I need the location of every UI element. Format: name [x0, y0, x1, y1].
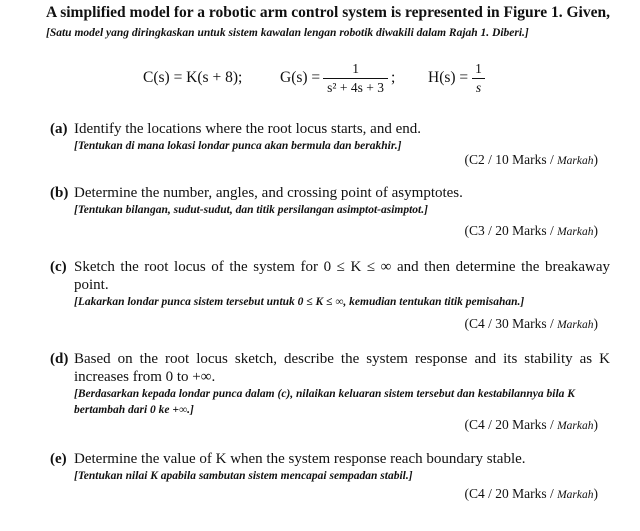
- intro-tail: . Given,: [558, 4, 610, 21]
- question-text: Determine the value of K when the system response reach boundary stable.: [74, 451, 526, 467]
- question-c: [50, 258, 610, 310]
- question-text: Based on the root locus sketch, describe the system response and its stability as K increases from 0 to +∞.: [74, 351, 610, 385]
- feedback-numerator: 1: [475, 60, 482, 76]
- controller-equation: [143, 56, 242, 100]
- question-letter: (d): [50, 351, 69, 367]
- question-text: Identify the locations where the root locus starts, and end.: [74, 121, 421, 137]
- marks-label-ms: Markah: [557, 420, 594, 432]
- plant-fraction: [323, 61, 388, 96]
- plant-equation: [280, 56, 395, 100]
- intro-statement: [46, 2, 626, 24]
- feedback-lhs: H(s) =: [428, 69, 469, 86]
- plant-numerator: 1: [352, 60, 359, 76]
- question-a: [50, 120, 610, 154]
- marks-label-ms: Markah: [557, 226, 594, 238]
- intro-lead: A simplified model for a robotic arm control system is represented in: [46, 4, 500, 21]
- marks-d: (C4 / 20 Marks / Markah): [464, 417, 598, 432]
- feedback-fraction: [471, 61, 486, 96]
- question-letter: (e): [50, 451, 67, 467]
- question-b: [50, 184, 610, 218]
- plant-lhs: G(s) =: [280, 69, 321, 86]
- figure-reference: Figure 1: [503, 4, 559, 21]
- marks-e: (C4 / 20 Marks / Markah): [464, 486, 598, 501]
- marks-label-ms: Markah: [557, 489, 594, 501]
- question-translation: [Tentukan di mana lokasi londar punca akan bermula dan berakhir.]: [74, 140, 402, 152]
- feedback-denominator: s: [472, 78, 485, 96]
- question-translation: [Lakarkan londar punca sistem tersebut untuk 0 ≤ K ≤ ∞, kemudian tentukan titik pemisahan.]: [74, 296, 525, 308]
- question-translation: [Tentukan nilai K apabila sambutan sistem mencapai sempadan stabil.]: [74, 470, 413, 482]
- plant-end: ;: [390, 69, 396, 86]
- question-text: Determine the number, angles, and crossing point of asymptotes.: [74, 185, 463, 201]
- marks-a: (C2 / 10 Marks / Markah): [464, 152, 598, 167]
- question-text: Sketch the root locus of the system for 0 ≤ K ≤ ∞ and then determine the breakaway point.: [74, 259, 610, 293]
- intro-translation: [Satu model yang diringkaskan untuk sistem kawalan lengan robotik diwakili dalam Rajah 1. Diberi.]: [46, 27, 529, 39]
- feedback-equation: [428, 56, 489, 100]
- plant-denominator: s² + 4s + 3: [323, 78, 388, 96]
- question-d: [50, 350, 610, 418]
- question-translation: [Berdasarkan kepada londar punca dalam (c), nilaikan keluaran sistem tersebut dan kestabilannya bila K bertambah dari 0 ke +∞.]: [74, 388, 575, 416]
- controller-expression: C(s) = K(s + 8);: [143, 69, 243, 86]
- marks-label-ms: Markah: [557, 319, 594, 331]
- question-letter: (a): [50, 121, 68, 137]
- question-e: [50, 450, 610, 484]
- question-letter: (b): [50, 185, 69, 201]
- question-translation: [Tentukan bilangan, sudut-sudut, dan titik persilangan asimptot-asimptot.]: [74, 204, 428, 216]
- marks-label-ms: Markah: [557, 155, 594, 167]
- marks-c: (C4 / 30 Marks / Markah): [464, 316, 598, 331]
- marks-b: (C3 / 20 Marks / Markah): [464, 223, 598, 238]
- question-letter: (c): [50, 259, 67, 275]
- transfer-functions: [0, 56, 640, 100]
